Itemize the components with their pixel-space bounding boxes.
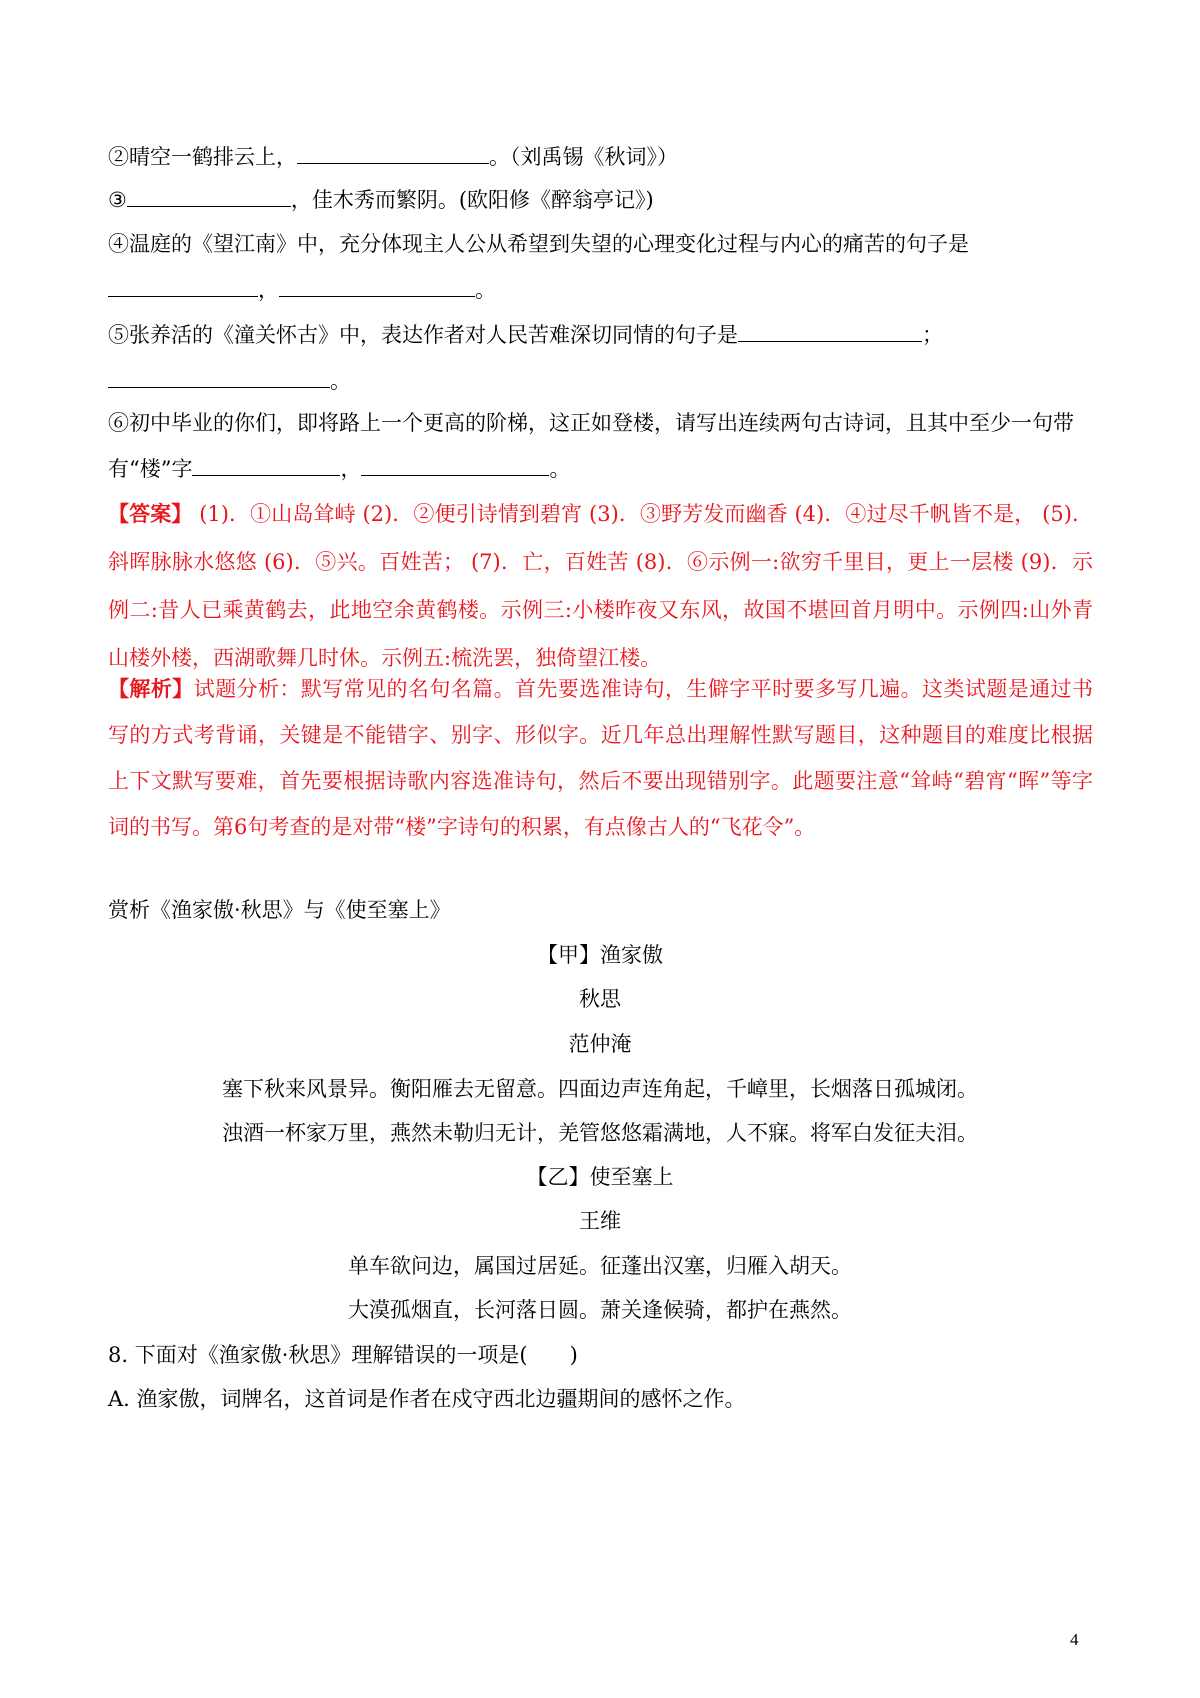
q3-suffix: ，佳木秀而繁阴。(欧阳修《醉翁亭记》) (290, 188, 654, 212)
answer-block (108, 490, 1093, 682)
poem-yi-author: 王维 (579, 1209, 621, 1233)
question-5-answer-line (108, 366, 1098, 396)
q4-end: 。 (475, 278, 496, 302)
answer-label: 【答案】 (108, 501, 193, 526)
poem-jia-line2: 浊酒一杯家万里，燕然未勒归无计，羌管悠悠霜满地，人不寐。将军白发征夫泪。 (222, 1121, 978, 1145)
q3-blank[interactable] (127, 188, 291, 207)
analysis-block (108, 666, 1093, 850)
q3-prefix: ③ (108, 188, 127, 212)
q4-blank-1[interactable] (108, 278, 258, 297)
question-2 (108, 142, 1098, 172)
q6-blank-2[interactable] (361, 457, 549, 476)
q2-blank[interactable] (297, 145, 489, 164)
q6-end: 。 (549, 457, 571, 481)
q4-comma: ， (258, 278, 279, 302)
q2-prefix: ②晴空一鹤排云上， (108, 145, 297, 169)
q5-blank-2[interactable] (108, 369, 330, 388)
question-4-answer-line (108, 275, 1098, 305)
q6-line1: ⑥初中毕业的你们，即将路上一个更高的阶梯，这正如登楼，请写出连续两句古诗词，且其中至少一句带 (108, 411, 1074, 435)
q5-text: ⑤张养活的《潼关怀古》中，表达作者对人民苦难深切同情的句子是 (108, 323, 738, 347)
question-8-stem: 8. 下面对《渔家傲·秋思》理解错误的一项是( ) (108, 1343, 578, 1367)
poem-yi-line1: 单车欲问边，属国过居延。征蓬出汉塞，归雁入胡天。 (348, 1254, 852, 1278)
q2-suffix: 。（刘禹锡《秋词》） (489, 145, 678, 169)
q6-prefix: 有“楼”字 (108, 457, 193, 481)
question-4 (108, 229, 1098, 259)
q4-text: ④温庭的《望江南》中，充分体现主人公从希望到失望的心理变化过程与内心的痛苦的句子是 (108, 232, 969, 256)
poem-yi-title: 【乙】使至塞上 (526, 1165, 674, 1189)
q6-blank-1[interactable] (192, 457, 340, 476)
poem-intro: 赏析《渔家傲·秋思》与《使至塞上》 (108, 898, 451, 922)
q4-blank-2[interactable] (279, 278, 475, 297)
question-6-answer-line (108, 454, 1098, 484)
poem-jia-title: 【甲】渔家傲 (537, 943, 663, 967)
question-5 (108, 320, 1098, 350)
q6-comma: ， (340, 457, 362, 481)
poem-jia-line1: 塞下秋来风景异。衡阳雁去无留意。四面边声连角起，千嶂里，长烟落日孤城闭。 (222, 1077, 978, 1101)
answer-body: (1)．①山岛耸峙 (2)．②便引诗情到碧宵 (3)．③野芳发而幽香 (4)．④过尽千帆皆不是， (5)．斜晖脉脉水悠悠 (6)．⑤兴。百姓苦； (7)．亡，百姓苦 (8)．⑥示例一:欲穷千里目，更上一层楼 (9)．示例二:昔人已乘黄鹤去，此地空余黄鹤楼。示例三:小楼昨夜又东风，故国不堪回首月明中。示例四:山外青山楼外楼，西湖歌舞几时休。示例五:梳洗罢，独倚望江楼。 (108, 502, 1094, 670)
question-6 (108, 408, 1098, 438)
q5-blank-1[interactable] (738, 323, 922, 342)
analysis-body: 试题分析：默写常见的名句名篇。首先要选准诗句，生僻字平时要多写几遍。这类试题是通过书写的方式考背诵，关键是不能错字、别字、形似字。近几年总出理解性默写题目，这种题目的难度比根据上下文默写要难，首先要根据诗歌内容选准诗句，然后不要出现错别字。此题要注意“耸峙“碧宵“晖”等字词的书写。第6句考查的是对带“楼”字诗句的积累，有点像古人的“飞花令”。 (108, 677, 1094, 839)
q5-semicolon: ； (922, 323, 943, 347)
poem-jia-author: 范仲淹 (568, 1032, 632, 1056)
question-3 (108, 185, 1098, 215)
question-8-option-a[interactable]: A. 渔家傲，词牌名，这首词是作者在戍守西北边疆期间的感怀之作。 (108, 1387, 746, 1411)
poem-jia-subtitle: 秋思 (579, 987, 621, 1011)
poem-yi-line2: 大漠孤烟直，长河落日圆。萧关逢候骑，都护在燕然。 (348, 1298, 852, 1322)
q5-end: 。 (330, 369, 351, 393)
page-number: 4 (1070, 1630, 1079, 1649)
analysis-label: 【解析】 (108, 676, 194, 701)
